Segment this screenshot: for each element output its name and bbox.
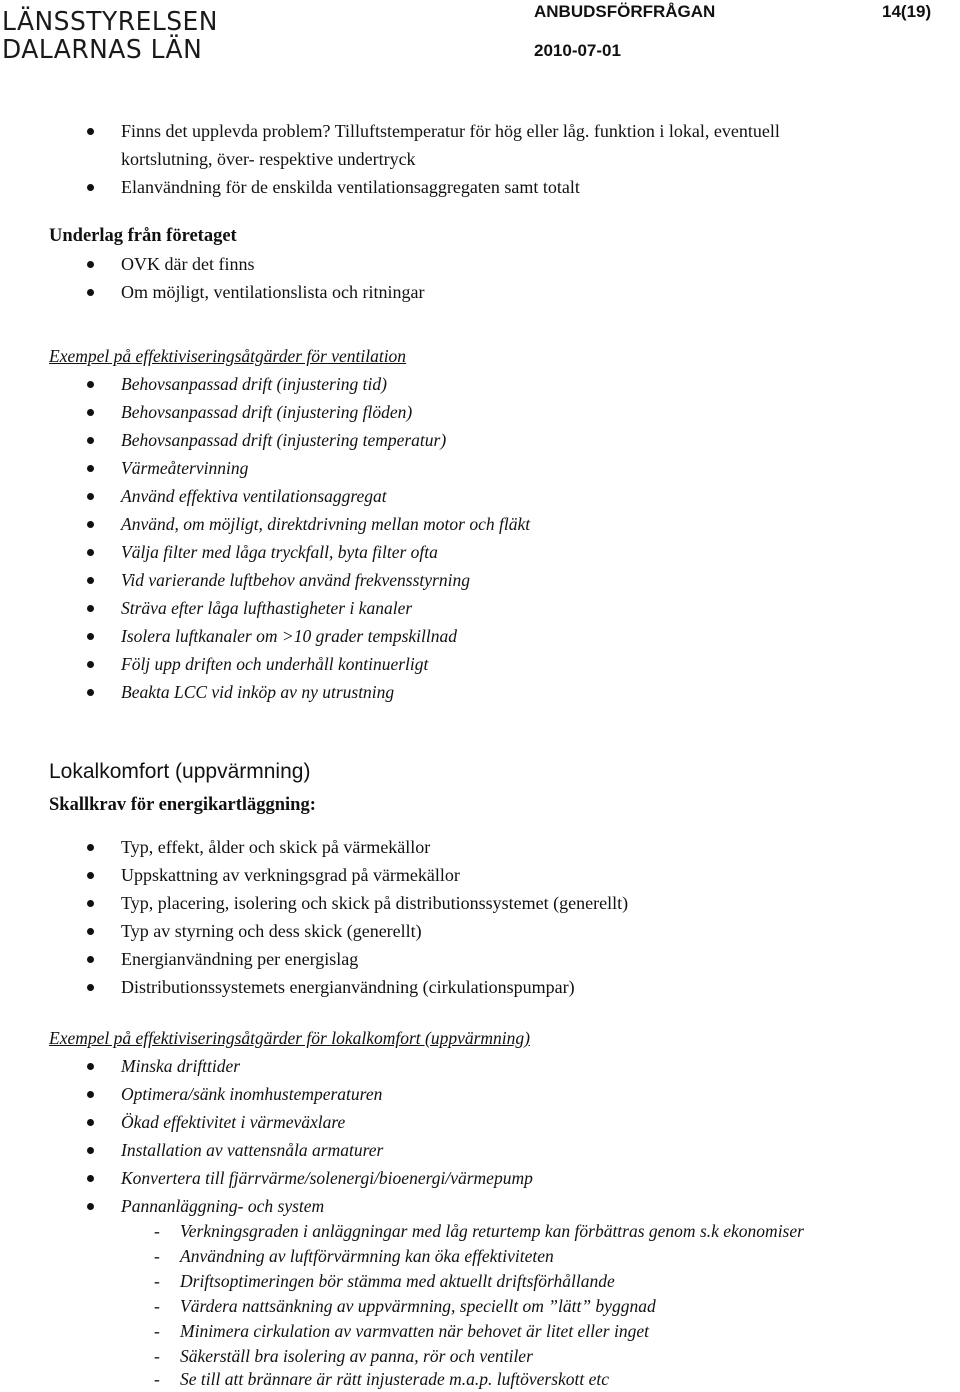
bullet-icon <box>87 381 94 388</box>
skallkrav-heading: Skallkrav för energikartläggning: <box>49 795 316 815</box>
bullet-icon <box>87 1203 94 1210</box>
list-item: Minska drifttider <box>121 1056 241 1076</box>
logo-line-1: LÄNSSTYRELSEN <box>2 7 218 37</box>
list-item: Uppskattning av verkningsgrad på värmekällor <box>121 865 460 885</box>
sub-list-text: Driftsoptimeringen bör stämma med aktuellt driftsförhållande <box>180 1271 615 1291</box>
bullet-icon <box>87 521 94 528</box>
sub-list-text: Se till att brännare är rätt injusterade m.a.p. luftöverskott etc <box>180 1369 610 1389</box>
list-item: Behovsanpassad drift (injustering temperatur) <box>121 430 447 450</box>
list-item: Ökad effektivitet i värmeväxlare <box>121 1112 346 1132</box>
list-item: Typ, effekt, ålder och skick på värmekällor <box>121 837 431 857</box>
list-item: Distributionssystemets energianvändning (cirkulationspumpar) <box>121 977 575 997</box>
sub-list-item <box>154 1318 649 1344</box>
sub-list-item <box>154 1243 554 1269</box>
list-item: Använd, om möjligt, direktdrivning mellan motor och fläkt <box>121 514 531 534</box>
section-title: Lokalkomfort (uppvärmning) <box>49 760 311 783</box>
list-item: OVK där det finns <box>121 254 255 274</box>
underlag-heading: Underlag från företaget <box>49 226 237 246</box>
bullet-icon <box>87 409 94 416</box>
dash-glyph: - <box>154 1246 160 1266</box>
dash-glyph: - <box>154 1346 160 1366</box>
list-item: Energianvändning per energislag <box>121 949 359 969</box>
lokalkomfort-examples-heading: Exempel på effektiviseringsåtgärder för lokalkomfort (uppvärmning) <box>49 1028 530 1048</box>
bullet-icon <box>87 1119 94 1126</box>
list-item: Typ av styrning och dess skick (generellt) <box>121 921 422 941</box>
list-item: Konvertera till fjärrvärme/solenergi/bioenergi/värmepump <box>121 1168 533 1188</box>
list-item: Värmeåtervinning <box>121 458 249 478</box>
bullet-icon <box>87 577 94 584</box>
list-item: Sträva efter låga lufthastigheter i kanaler <box>121 598 413 618</box>
list-item: Följ upp driften och underhåll kontinuerligt <box>121 654 429 674</box>
ventilation-examples-heading: Exempel på effektiviseringsåtgärder för ventilation <box>49 346 407 366</box>
bullet-icon <box>87 1091 94 1098</box>
list-item: Typ, placering, isolering och skick på distributionssystemet (generellt) <box>121 893 629 913</box>
bullet-icon <box>87 1175 94 1182</box>
bullet-icon <box>87 689 94 696</box>
bullet-icon <box>87 493 94 500</box>
document-type: ANBUDSFÖRFRÅGAN <box>534 2 716 21</box>
list-item: Installation av vattensnåla armaturer <box>121 1140 384 1160</box>
sub-list-item <box>154 1366 609 1392</box>
sub-list-text: Användning av luftförvärmning kan öka effektiviteten <box>180 1246 554 1266</box>
bullet-icon <box>87 956 94 963</box>
sub-list-text: Säkerställ bra isolering av panna, rör och ventiler <box>180 1346 533 1366</box>
bullet-icon <box>87 261 94 268</box>
dash-glyph: - <box>154 1369 160 1389</box>
list-item: Vid varierande luftbehov använd frekvensstyrning <box>121 570 470 590</box>
sub-list-item <box>154 1268 615 1294</box>
sub-list-item <box>154 1293 656 1319</box>
dash-glyph: - <box>154 1271 160 1291</box>
bullet-icon <box>87 633 94 640</box>
bullet-icon <box>87 128 94 135</box>
logo-line-2: DALARNAS LÄN <box>2 35 203 65</box>
list-item: Behovsanpassad drift (injustering tid) <box>121 374 387 394</box>
sub-list-text: Minimera cirkulation av varmvatten när behovet är litet eller inget <box>180 1321 649 1341</box>
list-item: Pannanläggning- och system <box>121 1196 325 1216</box>
list-item: Välja filter med låga tryckfall, byta filter ofta <box>121 542 438 562</box>
agency-logo <box>2 7 218 65</box>
dash-glyph: - <box>154 1321 160 1341</box>
dash-glyph: - <box>154 1296 160 1316</box>
list-item: Elanvändning för de enskilda ventilationsaggregaten samt totalt <box>121 177 580 197</box>
list-item: Använd effektiva ventilationsaggregat <box>121 486 387 506</box>
document-date: 2010-07-01 <box>534 41 621 60</box>
bullet-icon <box>87 844 94 851</box>
bullet-icon <box>87 872 94 879</box>
list-item: Finns det upplevda problem? Tilluftstemperatur för hög eller låg. funktion i lokal, eventuell kortslutning, över- respektive undertryck <box>121 121 780 169</box>
sub-list-text: Värdera nattsänkning av uppvärmning, speciellt om ”lätt” byggnad <box>180 1296 656 1316</box>
sub-list-text: Verkningsgraden i anläggningar med låg returtemp kan förbättras genom s.k ekonomiser <box>180 1221 804 1241</box>
list-item: Beakta LCC vid inköp av ny utrustning <box>121 682 395 702</box>
list-item: Behovsanpassad drift (injustering flöden) <box>121 402 413 422</box>
list-item: Isolera luftkanaler om >10 grader tempskillnad <box>121 626 458 646</box>
list-item: Optimera/sänk inomhustemperaturen <box>121 1084 383 1104</box>
dash-glyph: - <box>154 1221 160 1241</box>
bullet-icon <box>87 605 94 612</box>
bullet-icon <box>87 900 94 907</box>
bullet-icon <box>87 1147 94 1154</box>
list-item: Om möjligt, ventilationslista och ritningar <box>121 282 425 302</box>
bullet-icon <box>87 928 94 935</box>
bullet-icon <box>87 465 94 472</box>
sub-list-item <box>154 1218 804 1244</box>
bullet-icon <box>87 661 94 668</box>
bullet-icon <box>87 437 94 444</box>
bullet-icon <box>87 184 94 191</box>
bullet-icon <box>87 984 94 991</box>
bullet-icon <box>87 549 94 556</box>
page-number: 14(19) <box>882 2 932 21</box>
bullet-icon <box>87 289 94 296</box>
bullet-icon <box>87 1063 94 1070</box>
